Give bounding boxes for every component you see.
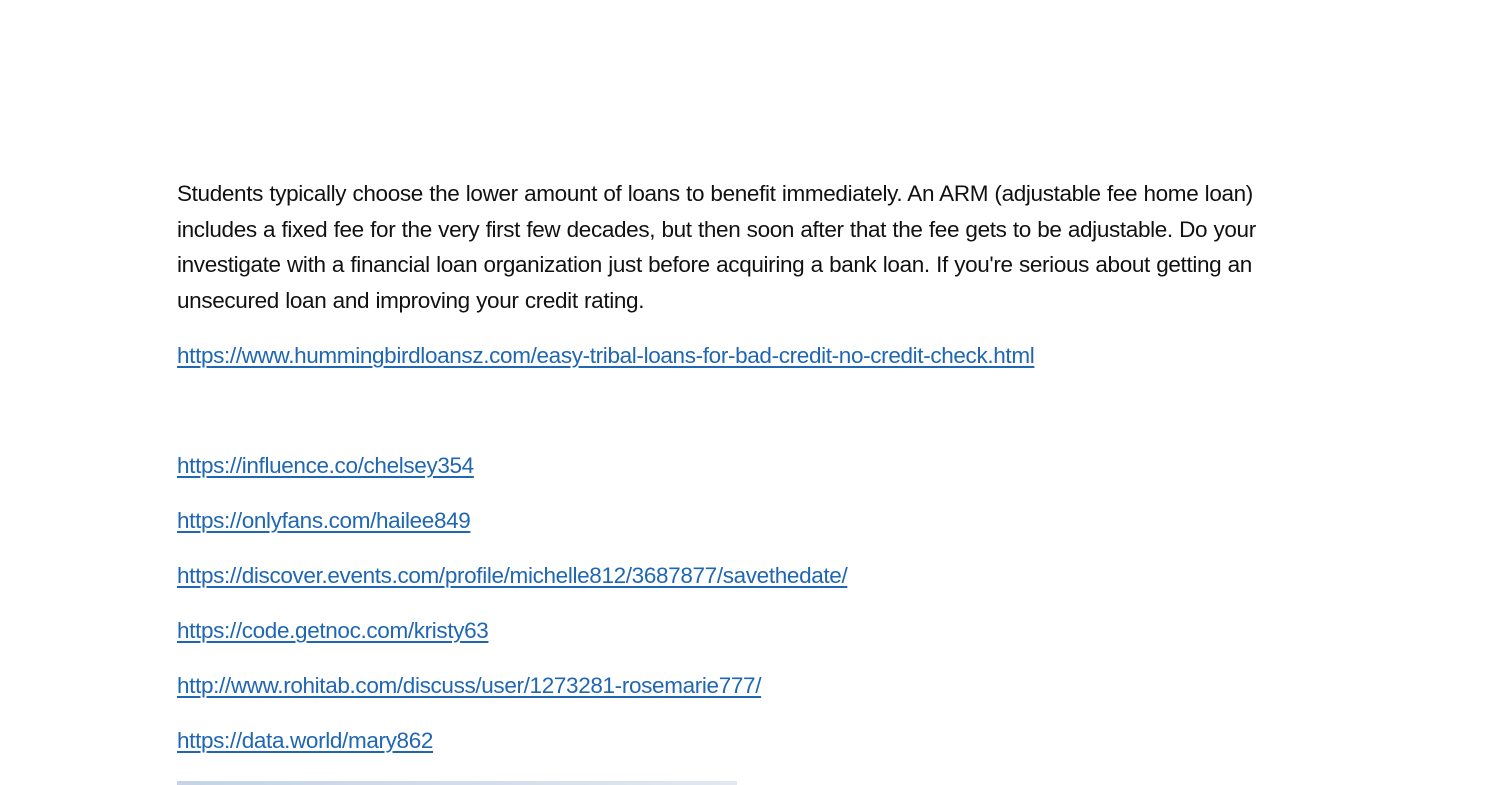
link-getnoc[interactable]: https://code.getnoc.com/kristy63 [177,618,489,643]
link-paragraph [177,723,1317,758]
main-link[interactable]: https://www.hummingbirdloansz.com/easy-tribal-loans-for-bad-credit-no-credit-check.html [177,343,1035,368]
link-paragraph [177,558,1317,593]
link-paragraph [177,503,1317,538]
main-link-paragraph [177,338,1317,373]
spacer [177,648,1317,668]
link-paragraph [177,613,1317,648]
link-onlyfans[interactable]: https://onlyfans.com/hailee849 [177,508,471,533]
spacer [177,318,1317,338]
cut-off-line [177,777,737,785]
spacer [177,538,1317,558]
document-content [177,176,1317,758]
spacer [177,703,1317,723]
link-paragraph [177,668,1317,703]
link-discover-events[interactable]: https://discover.events.com/profile/michelle812/3687877/savethedate/ [177,563,848,588]
link-paragraph [177,448,1317,483]
body-paragraph: Students typically choose the lower amount of loans to benefit immediately. An ARM (adjustable fee home loan) includes a fixed fee for the very first few decades, but then soon after that the fee gets to be adjustable. Do your investigate with a financial loan organization just before acquiring a bank loan. If you're serious about getting an unsecured loan and improving your credit rating. [177,181,1256,313]
link-data-world[interactable]: https://data.world/mary862 [177,728,434,753]
spacer [177,483,1317,503]
spacer [177,373,1317,448]
link-rohitab[interactable]: http://www.rohitab.com/discuss/user/1273281-rosemarie777/ [177,673,762,698]
spacer [177,593,1317,613]
link-influence[interactable]: https://influence.co/chelsey354 [177,453,474,478]
